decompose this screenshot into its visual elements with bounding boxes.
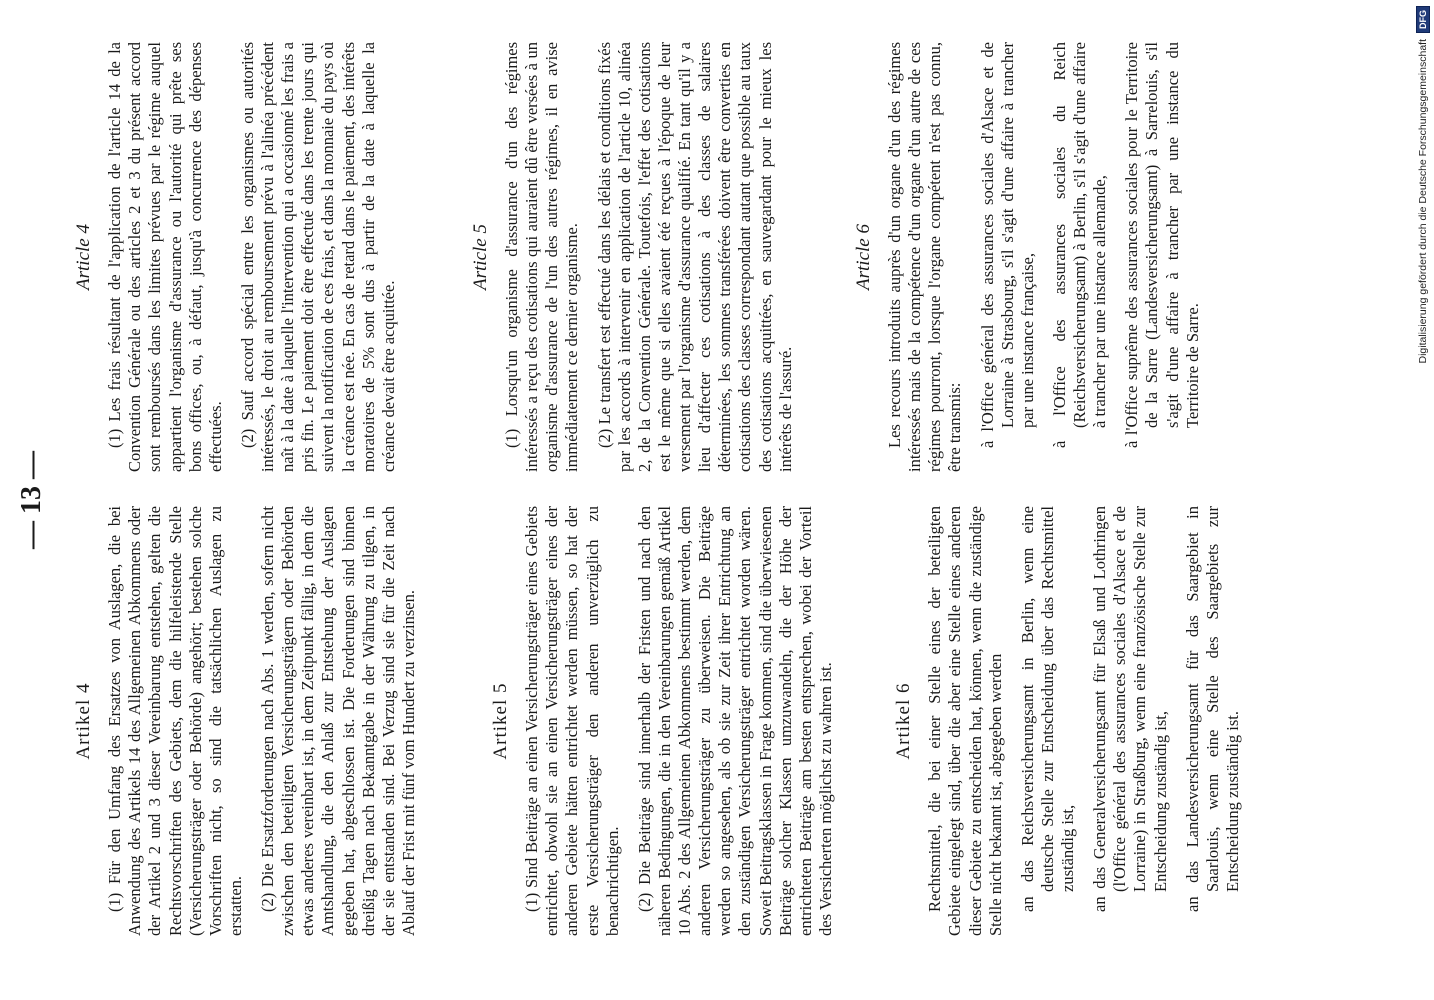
french-article-5 [469, 42, 796, 472]
german-article-5 [489, 506, 836, 936]
article-heading: Article 4 [73, 224, 94, 290]
list-item [1183, 506, 1243, 936]
german-article-6 [892, 506, 1243, 936]
article-heading: Article 5 [469, 224, 491, 290]
digitization-note [1412, 0, 1434, 1000]
german-article-4 [72, 506, 419, 936]
paragraph: (2) Sauf accord spécial entre les organismes ou autorités intéressés, le droit au remboursement prévu à l'alinéa précédent naît à la date à laquelle l'intervention qui a occasionné les frais a pris fin. Le paiement doit être effectué dans les trente jours qui suivent la notification de ces frais, et dans la monnaie du pays où la créance est née. En cas de retard dans le paiement, des intérêts moratoires de 5% sont dus à partir de la date à laquelle la créance devait être acquittée. [237, 42, 398, 472]
list-item: à l'Office général des assurances sociales d'Alsace et de Lorraine à Strasbourg, s'il s'agit d'une affaire à trancher par une instance française, [977, 42, 1037, 448]
list-item-text: an das Reichsversicherungsamt in Berlin, wenn eine deutsche Stelle zur Entscheidung über das Rechtsmittel zuständig ist, [1017, 506, 1078, 912]
dfg-logo-icon: DFG [1416, 6, 1430, 33]
paragraph: Rechtsmittel, die bei einer Stelle eines der beteiligten Gebiete eingelegt sind, über die aber eine Stelle eines anderen dieser Gebiete zu entscheiden hat, können, wenn die zuständige Stelle nicht bekannt ist, abgegeben werden [925, 506, 1005, 936]
list-item [1018, 506, 1078, 936]
paragraph: (2) Die Beiträge sind innerhalb der Fristen und nach den näheren Bedingungen, die in den Vereinbarungen gemäß Artikel 10 Abs. 2 des Allgemeinen Abkommens bestimmt werden, dem anderen Versicherungsträger zu überweisen. Die Beiträge werden so angesehen, als ob sie zur Zeit ihrer Entrichtung an den zuständigen Versicherungsträger entrichtet worden wären. Soweit Beitragsklassen in Frage kommen, sind die überwiesenen Beiträge solcher Klassen umzuwandeln, die der Höhe der entrichteten Beiträge am besten entsprechen, wobei der Vorteil des Versicherten möglichst zu wahren ist. [634, 506, 835, 936]
list-item: à l'Office des assurances sociales du Reich (Reichsversicherungsamt) à Berlin, s'il s'agit d'une affaire à trancher par une instance allemande, [1049, 42, 1110, 448]
page-number: — 13 — [16, 451, 47, 549]
list-item: à l'Office suprême des assurances sociales pour le Territoire de la Sarre (Landesversicherungsamt) à Sarrelouis, s'il s'agit d'une affaire à trancher par une instance du Territoire de Sarre. [1122, 42, 1202, 448]
french-article-4 [72, 42, 399, 472]
article-heading: Article 6 [852, 224, 874, 290]
list-item-text: an das Generalversicherungsamt für Elsaß und Lothringen (l'Office général des assurances sociales d'Alsace et de Lorraine) in Straßburg, wenn eine französische Stelle zur Entscheidung zuständig ist, [1090, 506, 1170, 912]
french-article-6 [852, 42, 1203, 472]
paragraph: (2) Die Ersatzforderungen nach Abs. 1 werden, sofern nicht zwischen den beteiligten Versicherungsträgern oder Behörden etwas anderes vereinbart ist, in dem Zeitpunkt fällig, in dem die Amtshandlung, die den Anlaß zur Entstehung der Auslagen gegeben hat, abgeschlossen ist. Die Forderungen sind binnen dreißig Tagen nach Bekanntgabe in der Währung zu tilgen, in der sie entstanden sind. Bei Verzug sind sie für die Zeit nach Ablauf der Frist mit fünf vom Hundert zu verzinsen. [258, 506, 418, 936]
paragraph: Les recours introduits auprès d'un organe d'un des régimes intéressés mais de la compétence d'un organe d'un autre de ces régimes pourront, lorsque l'organe compétent n'est pas connu, être transmis: [885, 42, 965, 472]
digitization-note-text: Digitalisierung gefördert durch die Deutsche Forschungsgemeinschaft [1417, 39, 1429, 364]
paragraph: (1) Lorsqu'un organisme d'assurance d'un des régimes intéressés a reçu des cotisations qui auraient dû être versées à un organisme d'assurance de l'un des autres régimes, il en avise immédiatement ce dernier organisme. [502, 42, 582, 472]
list-item-text: an das Landesversicherungsamt für das Saargebiet in Saarlouis, wenn eine Stelle des Saargebiets zur Entscheidung zuständig ist. [1182, 506, 1242, 912]
french-column [72, 42, 1215, 472]
list-item [1090, 506, 1171, 936]
article-heading: Artikel 5 [490, 682, 512, 760]
article-heading: Artikel 4 [73, 682, 94, 760]
german-column [72, 506, 1255, 936]
paragraph: (2) Le transfert est effectué dans les délais et conditions fixés par les accords à intervenir en application de l'article 10, alinéa 2, de la Convention Générale. Toutefois, l'effet des cotisations est le même que si elles avaient été reçues à l'époque de leur versement par l'organisme d'assurance qualifié. En tant qu'il y a lieu d'affecter ces cotisations à des classes de salaires déterminées, les sommes transférées doivent être converties en cotisations des classes correspondant autant que possible au taux des cotisations acquittées, en sauvegardant pour le mieux les intérêts de l'assuré. [594, 42, 795, 472]
paragraph: (1) Sind Beiträge an einen Versicherungsträger eines Gebiets entrichtet, obwohl sie an einen Versicherungsträger eines der anderen Gebiete hätten entrichtet werden müssen, so hat der erste Versicherungsträger den anderen unverzüglich zu benachrichtigen. [522, 506, 622, 936]
paragraph: (1) Für den Umfang des Ersatzes von Auslagen, die bei Anwendung des Artikels 14 des Allgemeinen Abkommens oder der Artikel 2 und 3 dieser Vereinbarung entstehen, gelten die Rechtsvorschriften des Gebiets, dem die hilfeleistende Stelle (Versicherungsträger oder Behörde) angehört; bestehen solche Vorschriften nicht, so sind die tatsächlichen Auslagen zu erstatten. [105, 506, 245, 936]
paragraph: (1) Les frais résultant de l'application de l'article 14 de la Convention Générale ou des articles 2 et 3 du présent accord sont remboursés dans les limites prévues par le régime auquel appartient l'organisme d'assurance ou l'autorité qui prête ses bons offices, ou, à défaut, jusqu'à concurrence des dépenses effectuées. [105, 42, 225, 472]
article-heading: Artikel 6 [893, 682, 915, 760]
